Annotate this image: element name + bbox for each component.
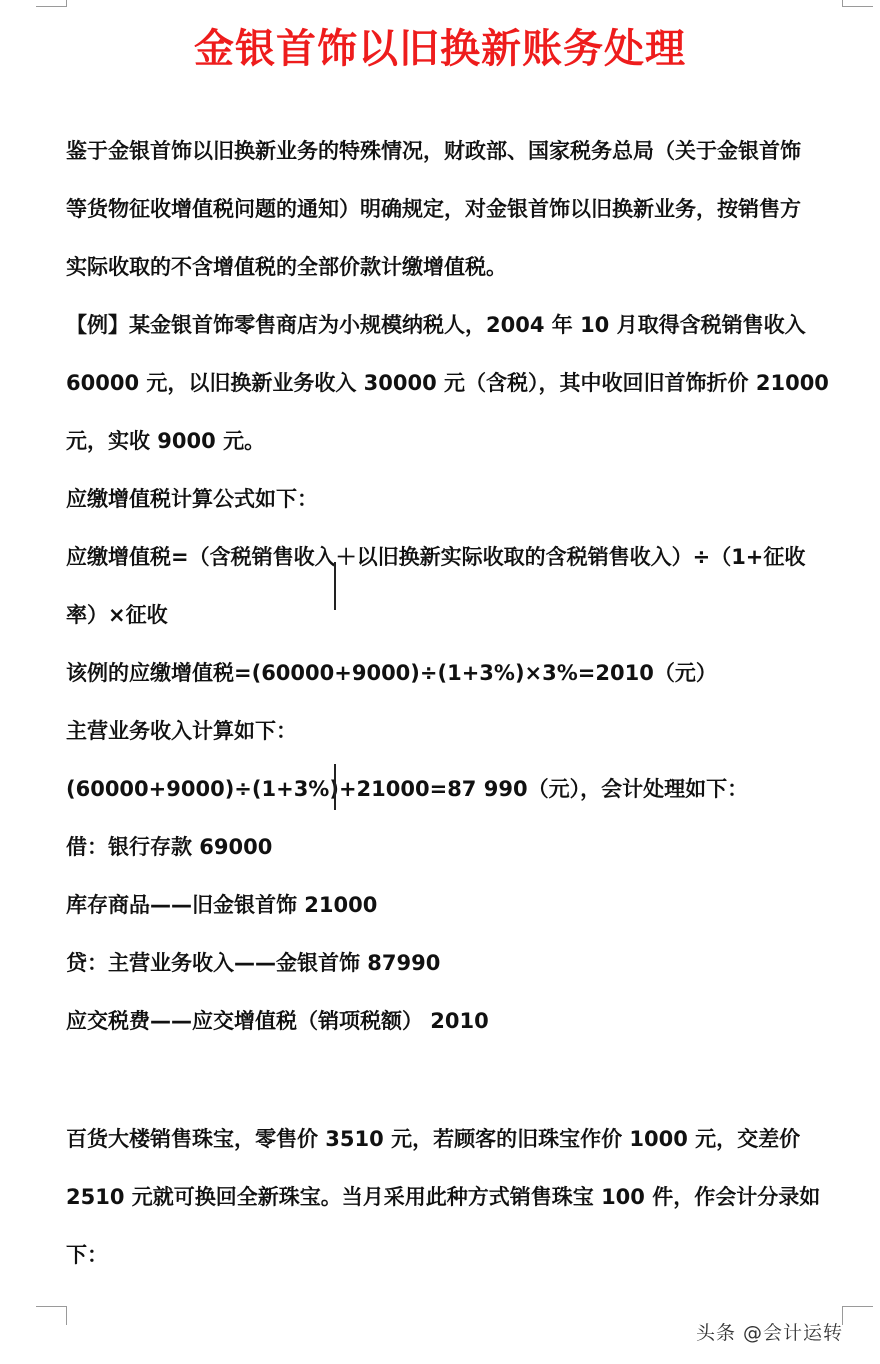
paragraph-line: 借：银行存款 69000: [66, 835, 273, 859]
paragraph-line: 主营业务收入计算如下：: [66, 719, 297, 743]
paragraph-line: 贷：主营业务收入——金银首饰 87990: [66, 951, 441, 975]
paragraph-line: [66, 1050, 844, 1108]
paragraph-line: 实际收取的不含增值税的全部价款计缴增值税。: [66, 255, 507, 279]
paragraph-line: 【例】某金银首饰零售商店为小规模纳税人，2004 年 10 月取得含税销售收入: [66, 313, 806, 337]
paragraph-line: (60000+9000)÷(1+3%)+21000=87 990（元），会计处理如下：: [66, 777, 749, 801]
paragraph-line: 库存商品——旧金银首饰 21000: [66, 893, 378, 917]
paragraph-line: 60000 元，以旧换新业务收入 30000 元（含税），其中收回旧首饰折价 21000: [66, 371, 829, 395]
page-corner-mark-bottom-right: [842, 1306, 873, 1325]
text-cursor: [334, 764, 336, 810]
paragraph-line: 2510 元就可换回全新珠宝。当月采用此种方式销售珠宝 100 件，作会计分录如: [66, 1185, 821, 1209]
paragraph-line: 应缴增值税=（含税销售收入＋以旧换新实际收取的含税销售收入）÷（1+征收: [66, 545, 806, 569]
paragraph-line: 应缴增值税计算公式如下：: [66, 487, 318, 511]
watermark: 头条 @会计运转: [696, 1322, 844, 1344]
paragraph-line: 百货大楼销售珠宝，零售价 3510 元，若顾客的旧珠宝作价 1000 元，交差价: [66, 1127, 801, 1151]
paragraph-line: 率）×征收: [66, 603, 168, 627]
document-title: 金银首饰以旧换新账务处理: [194, 26, 686, 72]
page-corner-mark-bottom-left: [36, 1306, 67, 1325]
text-cursor: [334, 562, 336, 610]
page-corner-mark-top-right: [842, 0, 873, 7]
page-corner-mark-top-left: [36, 0, 67, 7]
paragraph-line: 等货物征收增值税问题的通知）明确规定，对金银首饰以旧换新业务，按销售方: [66, 197, 801, 221]
paragraph-line: 元，实收 9000 元。: [66, 429, 266, 453]
paragraph-line: 鉴于金银首饰以旧换新业务的特殊情况，财政部、国家税务总局（关于金银首饰: [66, 139, 801, 163]
paragraph-line: 下：: [66, 1243, 108, 1267]
paragraph-line: 应交税费——应交增值税（销项税额） 2010: [66, 1009, 489, 1033]
paragraph-line: 该例的应缴增值税=(60000+9000)÷(1+3%)×3%=2010（元）: [66, 661, 717, 685]
